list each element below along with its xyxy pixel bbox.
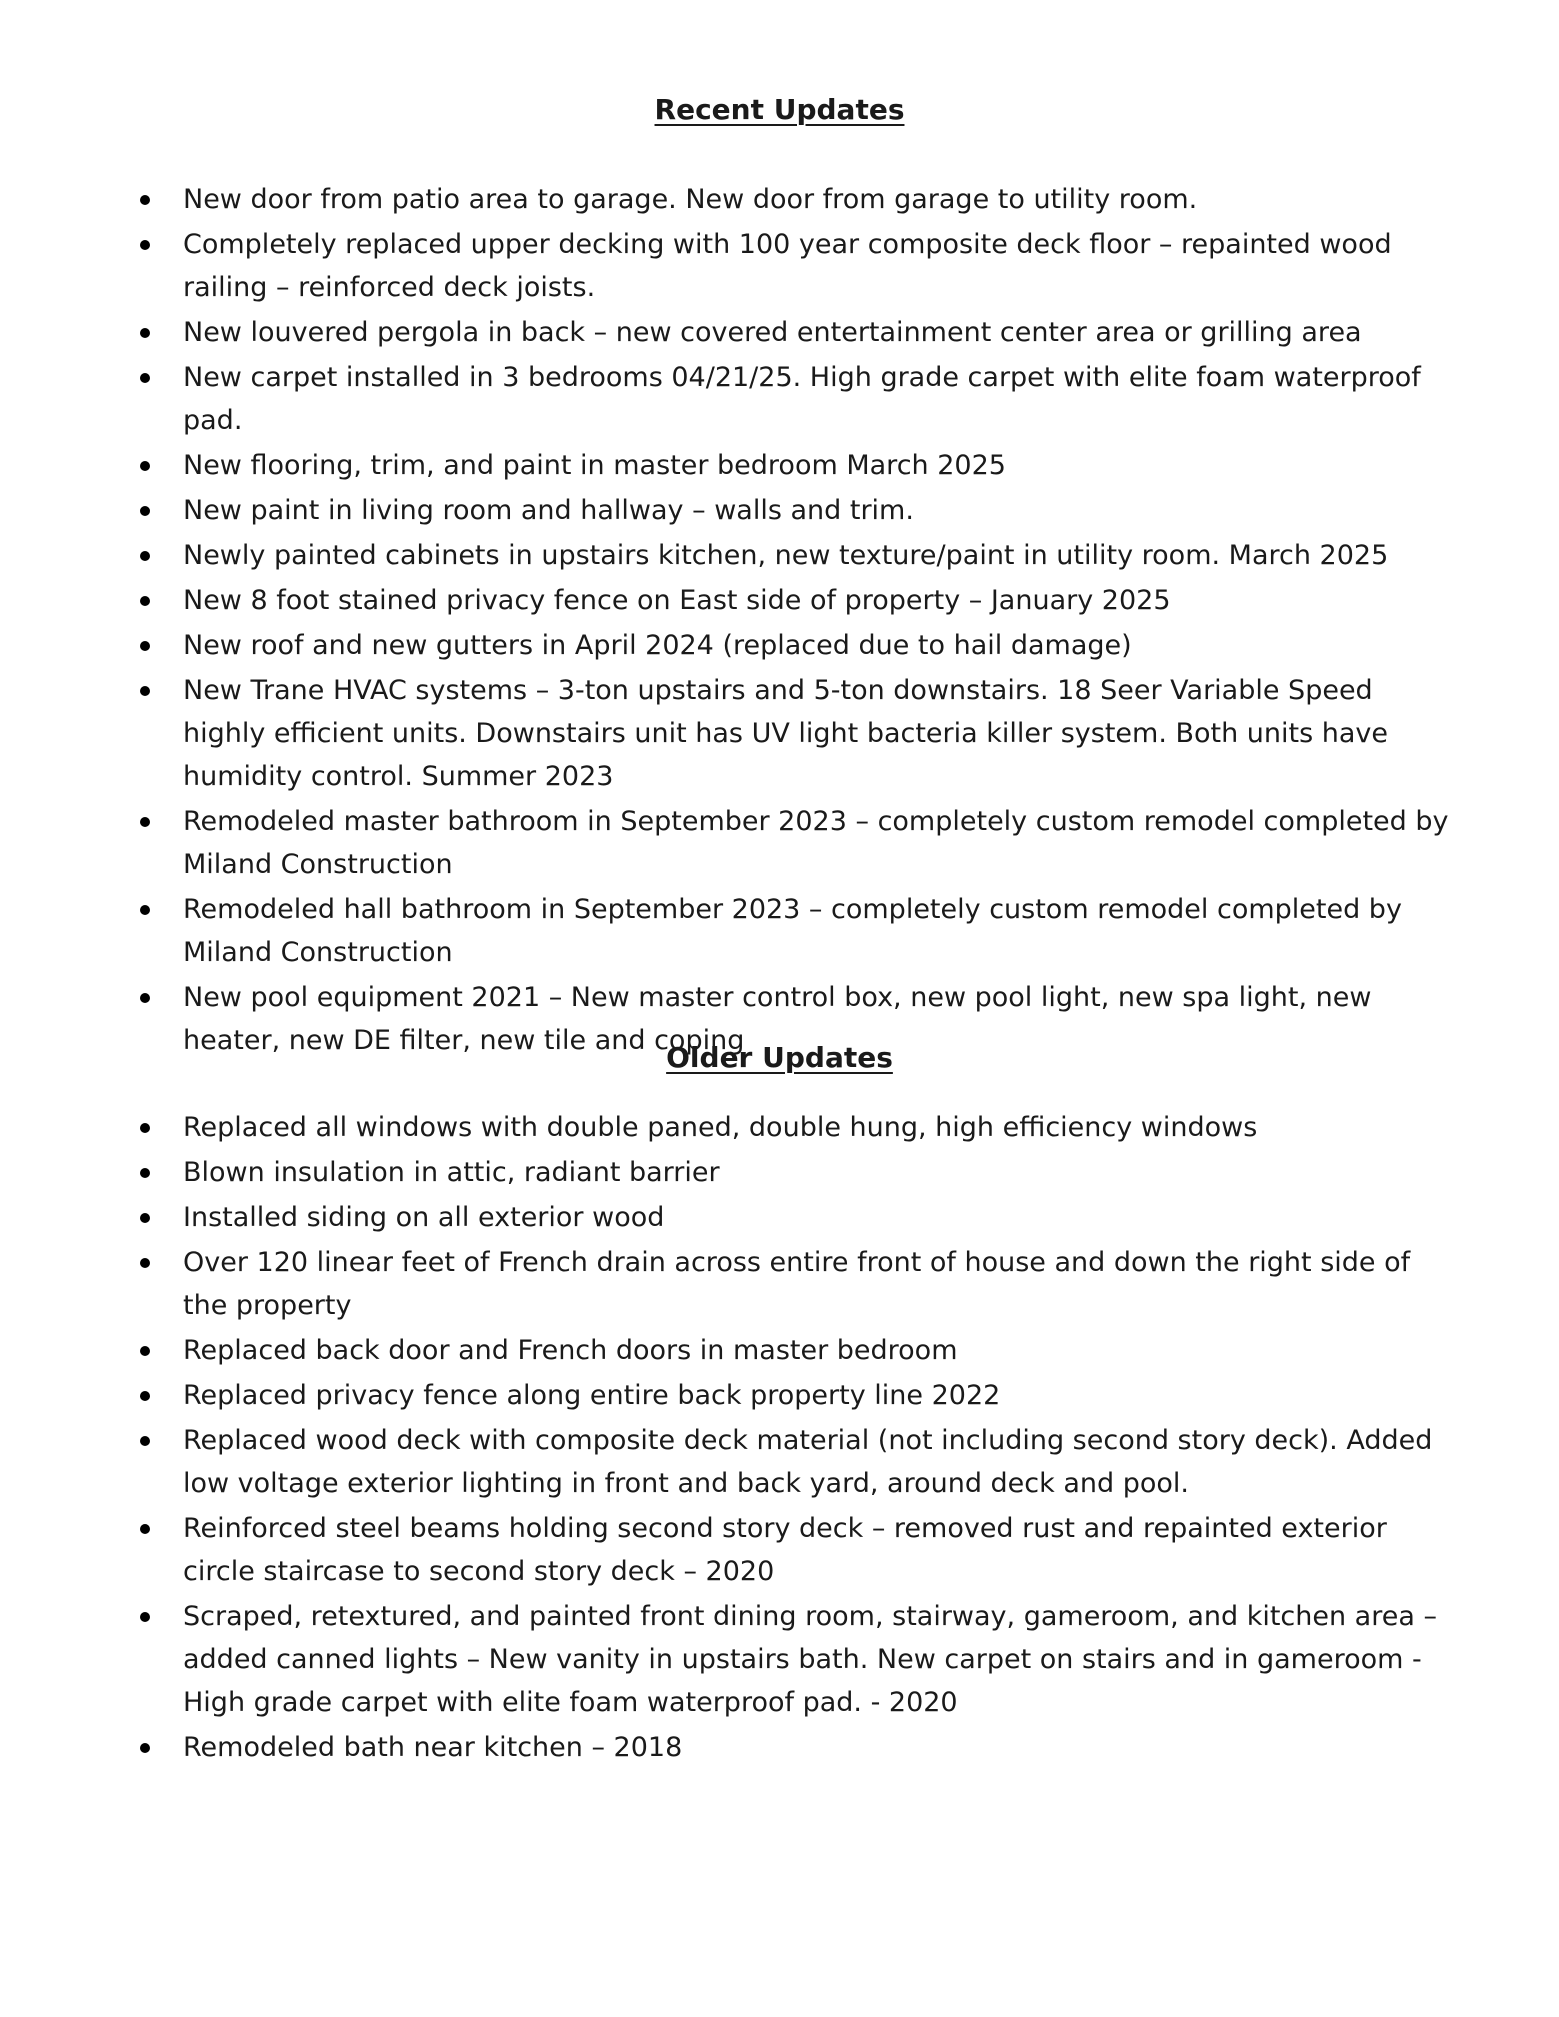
bullet-icon <box>140 993 150 1003</box>
bullet-icon <box>140 1391 150 1401</box>
list-item <box>0 534 1453 577</box>
bullet-icon <box>140 1436 150 1446</box>
list-item <box>0 1196 1453 1239</box>
list-item <box>0 1329 1453 1372</box>
bullet-icon <box>140 1612 150 1622</box>
list-item <box>0 444 1453 487</box>
bullet-icon <box>140 1258 150 1268</box>
older-updates-list <box>0 1106 1559 1771</box>
list-item <box>0 311 1453 354</box>
recent-updates-list <box>0 178 1559 1064</box>
list-item-text: Completely replaced upper decking with 100 year composite deck floor – repainted wood railing – reinforced deck joists. <box>183 229 1392 303</box>
bullet-icon <box>140 905 150 915</box>
list-item <box>0 1151 1453 1194</box>
bullet-icon <box>140 817 150 827</box>
bullet-icon <box>140 551 150 561</box>
list-item-text: New carpet installed in 3 bedrooms 04/21/25. High grade carpet with elite foam waterproof pad. <box>183 362 1421 436</box>
bullet-icon <box>140 461 150 471</box>
list-item <box>0 669 1453 798</box>
list-item <box>0 1595 1453 1724</box>
bullet-icon <box>140 240 150 250</box>
bullet-icon <box>140 1213 150 1223</box>
bullet-icon <box>140 641 150 651</box>
bullet-icon <box>140 1743 150 1753</box>
bullet-icon <box>140 1346 150 1356</box>
list-item-text: Remodeled master bathroom in September 2023 – completely custom remodel completed by Miland Construction <box>183 806 1449 880</box>
list-item <box>0 1106 1453 1149</box>
bullet-icon <box>140 686 150 696</box>
list-item-text: Reinforced steel beams holding second story deck – removed rust and repainted exterior circle staircase to second story deck – 2020 <box>183 1513 1387 1587</box>
list-item-text: Remodeled bath near kitchen – 2018 <box>183 1732 683 1763</box>
list-item <box>0 1241 1453 1327</box>
list-item-text: Replaced back door and French doors in master bedroom <box>183 1335 958 1366</box>
bullet-icon <box>140 1168 150 1178</box>
list-item <box>0 888 1453 974</box>
bullet-icon <box>140 328 150 338</box>
list-item-text: New Trane HVAC systems – 3-ton upstairs and 5-ton downstairs. 18 Seer Variable Speed highly efficient units. Downstairs unit has UV light bacteria killer system. Both units have humidity control. Summer 2023 <box>183 675 1389 792</box>
list-item <box>0 579 1453 622</box>
recent-updates-heading: Recent Updates <box>654 93 905 126</box>
list-item-text: New paint in living room and hallway – walls and trim. <box>183 495 914 526</box>
list-item-text: Remodeled hall bathroom in September 2023 – completely custom remodel completed by Miland Construction <box>183 894 1402 968</box>
list-item <box>0 223 1453 309</box>
list-item-text: New door from patio area to garage. New door from garage to utility room. <box>183 184 1198 215</box>
bullet-icon <box>140 506 150 516</box>
list-item <box>0 1374 1453 1417</box>
list-item-text: Newly painted cabinets in upstairs kitchen, new texture/paint in utility room. March 2025 <box>183 540 1389 571</box>
bullet-icon <box>140 373 150 383</box>
list-item-text: Blown insulation in attic, radiant barrier <box>183 1157 720 1188</box>
list-item <box>0 1726 1453 1769</box>
list-item-text: Over 120 linear feet of French drain across entire front of house and down the right side of the property <box>183 1247 1411 1321</box>
older-updates-heading: Older Updates <box>666 1041 893 1074</box>
list-item-text: Replaced wood deck with composite deck material (not including second story deck). Added low voltage exterior lighting in front and back yard, around deck and pool. <box>183 1425 1433 1499</box>
list-item-text: New pool equipment 2021 – New master control box, new pool light, new spa light, new heater, new DE filter, new tile and coping <box>183 982 1372 1056</box>
list-item <box>0 624 1453 667</box>
list-item <box>0 1507 1453 1593</box>
bullet-icon <box>140 596 150 606</box>
list-item-text: Scraped, retextured, and painted front dining room, stairway, gameroom, and kitchen area – added canned lights – New vanity in upstairs bath. New carpet on stairs and in gameroom - High grade carpet with elite foam waterproof pad. - 2020 <box>183 1601 1437 1718</box>
bullet-icon <box>140 1524 150 1534</box>
list-item-text: Replaced privacy fence along entire back property line 2022 <box>183 1380 1001 1411</box>
list-item <box>0 489 1453 532</box>
list-item-text: Installed siding on all exterior wood <box>183 1202 665 1233</box>
list-item <box>0 1419 1453 1505</box>
list-item-text: New flooring, trim, and paint in master bedroom March 2025 <box>183 450 1006 481</box>
list-item-text: Replaced all windows with double paned, double hung, high efficiency windows <box>183 1112 1258 1143</box>
list-item-text: New roof and new gutters in April 2024 (replaced due to hail damage) <box>183 630 1132 661</box>
list-item-text: New louvered pergola in back – new covered entertainment center area or grilling area <box>183 317 1362 348</box>
list-item-text: New 8 foot stained privacy fence on East side of property – January 2025 <box>183 585 1171 616</box>
bullet-icon <box>140 195 150 205</box>
list-item <box>0 356 1453 442</box>
bullet-icon <box>140 1123 150 1133</box>
list-item <box>0 800 1453 886</box>
list-item <box>0 178 1453 221</box>
